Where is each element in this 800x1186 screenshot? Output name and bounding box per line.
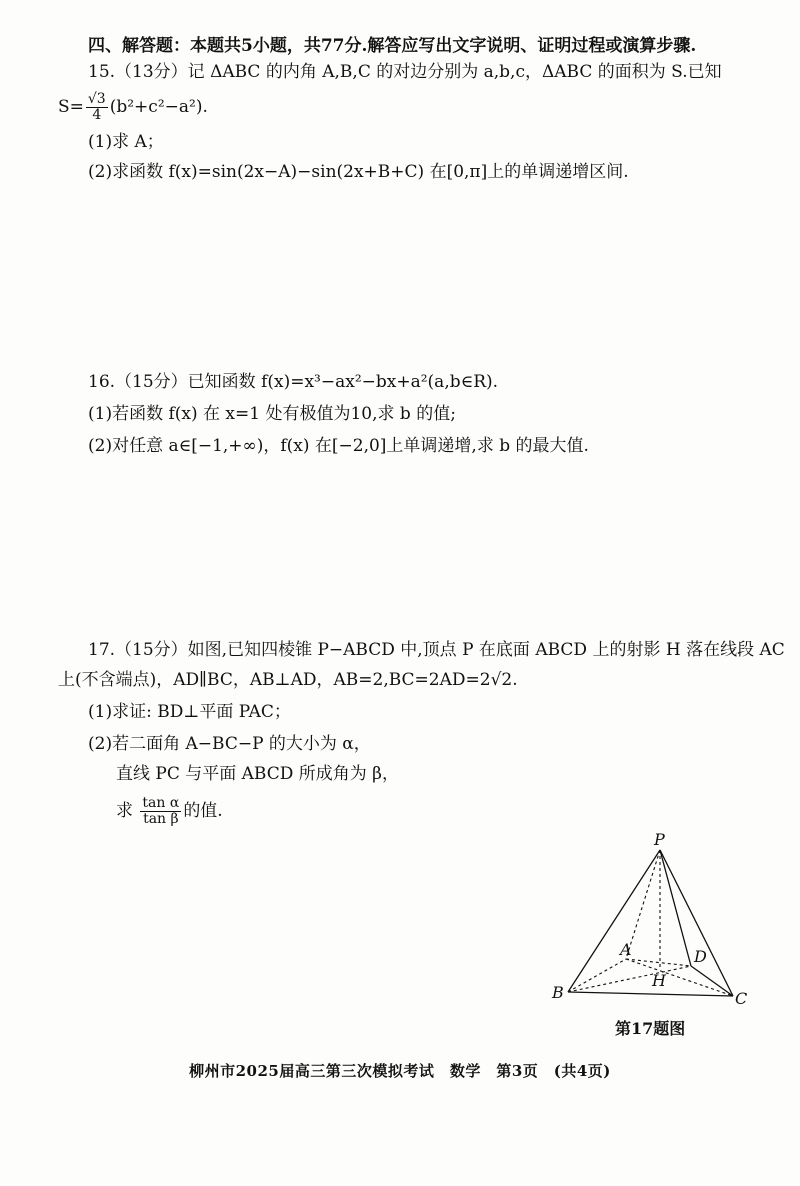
q17-tan-denominator: tan β	[143, 811, 179, 827]
q15-fraction-denominator: 4	[92, 107, 102, 123]
q16-stem: 16.（15分）已知函数 f(x)=x³−ax²−bx+a²(a,b∈R).	[88, 372, 499, 392]
q17-part2-suffix: 的值.	[183, 801, 223, 821]
label-c: C	[735, 989, 748, 1008]
q17-part2-line1: (2)若二面角 A−BC−P 的大小为 α，	[88, 734, 371, 754]
label-a: A	[620, 940, 632, 959]
page-footer: 柳州市2025届高三第三次模拟考试 数学 第3页 (共4页)	[189, 1062, 611, 1080]
edge-pb	[568, 850, 660, 992]
q16-part2: (2)对任意 a∈[−1,+∞)，f(x) 在[−2,0]上单调递增,求 b 的最大值.	[88, 436, 589, 456]
section-header: 四、解答题：本题共5小题，共77分.解答应写出文字说明、证明过程或演算步骤.	[88, 36, 697, 56]
edge-ba-hidden	[568, 959, 626, 992]
edge-dc	[691, 966, 733, 996]
q17-part1: (1)求证: BD⊥平面 PAC；	[88, 702, 291, 722]
q15-fraction	[86, 92, 108, 123]
q15-formula-rhs: (b²+c²−a²).	[109, 97, 208, 117]
q17-tan-numerator: tan α	[142, 795, 180, 811]
q17-stem-line2: 上(不含端点)，AD∥BC，AB⊥AD，AB=2,BC=2AD=2√2.	[58, 670, 518, 690]
diag-bd-hidden	[568, 966, 691, 992]
q17-part2-line2: 直线 PC 与平面 ABCD 所成角为 β，	[116, 764, 400, 784]
edge-ad-hidden	[626, 959, 691, 966]
q15-part1: (1)求 A；	[88, 132, 164, 152]
label-b: B	[552, 983, 564, 1002]
q16-part1: (1)若函数 f(x) 在 x=1 处有极值为10,求 b 的值;	[88, 404, 456, 424]
q15-stem: 15.（13分）记 ΔABC 的内角 A,B,C 的对边分别为 a,b,c，ΔABC 的面积为 S.已知	[88, 62, 722, 82]
edge-pc	[660, 850, 733, 996]
label-d: D	[694, 947, 707, 966]
q15-formula-lhs: S=	[58, 97, 84, 117]
q17-tan-fraction	[140, 796, 181, 827]
label-h: H	[652, 971, 666, 990]
q15-fraction-numerator: √3	[87, 91, 106, 107]
edge-bc	[568, 992, 733, 996]
pyramid-figure	[540, 828, 780, 1038]
label-p: P	[654, 830, 665, 849]
edge-pd	[660, 850, 691, 966]
q17-stem-line1: 17.（15分）如图,已知四棱锥 P−ABCD 中,顶点 P 在底面 ABCD 上的射影 H 落在线段 AC	[88, 640, 785, 660]
q17-part2-line3	[116, 796, 223, 827]
q17-part2-prefix: 求	[116, 801, 133, 821]
figure-caption: 第17题图	[615, 1019, 686, 1038]
q15-formula	[58, 92, 208, 123]
q15-part2: (2)求函数 f(x)=sin(2x−A)−sin(2x+B+C) 在[0,π]上的单调递增区间.	[88, 162, 629, 182]
